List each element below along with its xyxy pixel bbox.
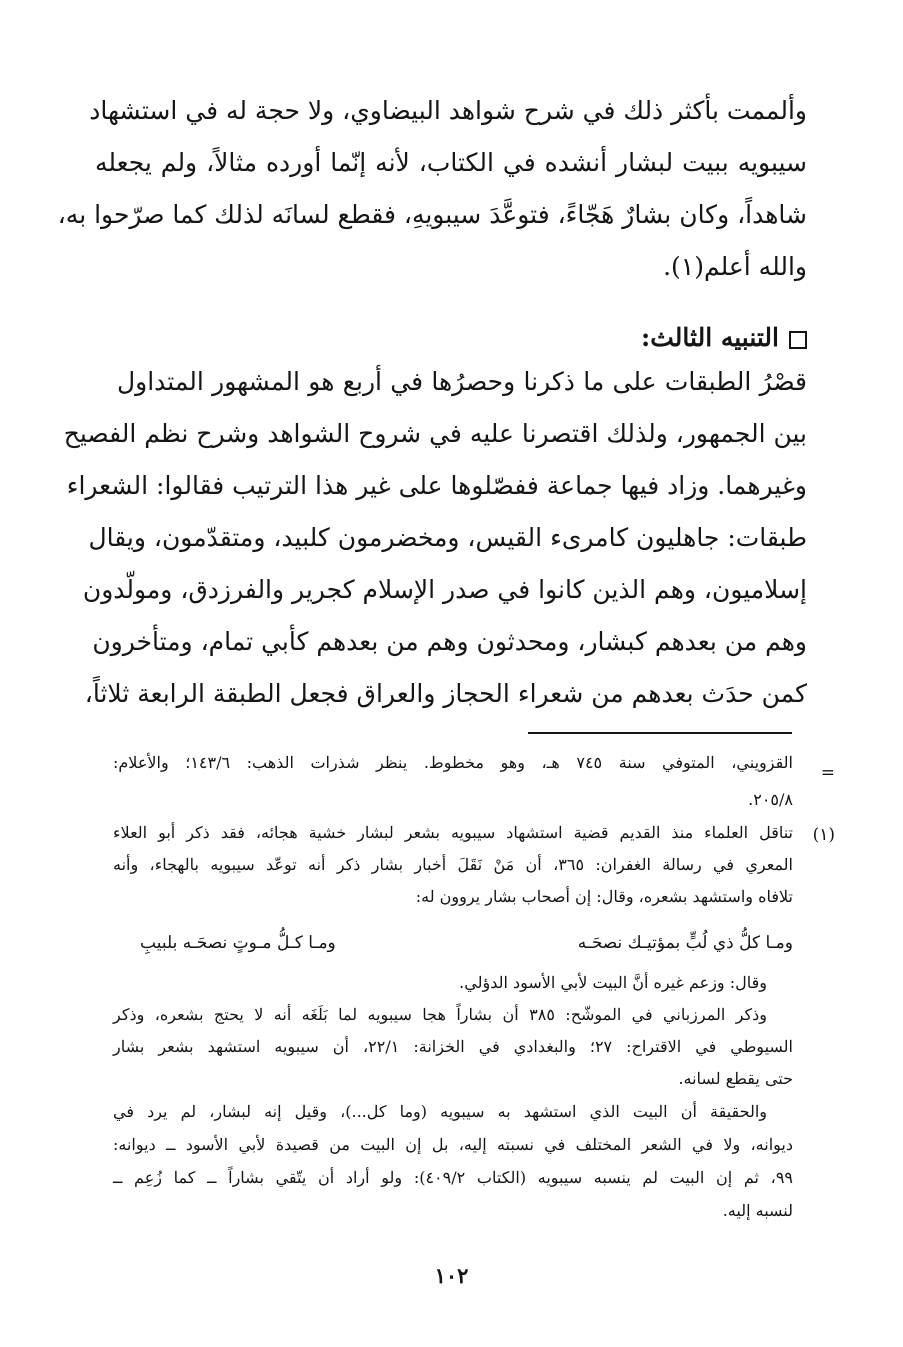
footnote-1-line: لنسبه إليه. xyxy=(722,1201,793,1220)
paragraph-2-line: قصْرُ الطبقات على ما ذكرنا وحصرُها في أربع هو المشهور المتداول xyxy=(117,367,807,396)
square-bullet-icon xyxy=(789,331,807,349)
footnote-1-line: تناقل العلماء منذ القديم قضية استشهاد سيبويه بشعر لبشار خشية هجائه، فقد ذكر أبو العلاء xyxy=(113,823,793,842)
paragraph-2-line: إسلاميون، وهم الذين كانوا في صدر الإسلام كجرير والفرزدق، ومولّدون xyxy=(82,575,807,604)
paragraph-2-line: وغيرهما. وزاد فيها جماعة ففصّلوها على غير هذا الترتيب فقالوا: الشعراء xyxy=(66,471,807,500)
paragraph-1-line: سيبويه ببيت لبشار أنشده في الكتاب، لأنه إنّما أورده مثالاً، ولم يجعله xyxy=(95,148,808,177)
paragraph-2-line: طبقات: جاهليون كامرىء القيس، ومخضرمون كلبيد، ومتقدّمون، ويقال xyxy=(88,523,807,552)
verse-second-hemistich: ومـا كـلُّ مـوتٍ نصحَـه بلبيبِ xyxy=(140,933,336,953)
footnote-1-line: حتى يقطع لسانه. xyxy=(678,1069,793,1088)
footnote-1-line: السيوطي في الاقتراح: ٢٧؛ والبغدادي في الخزانة: ٢٢/١، أن سيبويه استشهد بشعر بشار xyxy=(113,1037,793,1056)
page-number: ١٠٢ xyxy=(434,1263,469,1288)
footnote-1-line: ٩٩، ثم إن البيت لم ينسبه سيبويه (الكتاب ٤٠٩/٢): ولو أراد أن يتّقي بشاراً ــ كما زُعِم ــ xyxy=(113,1168,793,1187)
section-heading xyxy=(641,318,807,358)
paragraph-2-line: بين الجمهور، ولذلك اقتصرنا عليه في شروح الشواهد وشرح نظم الفصيح xyxy=(63,419,807,448)
verse-first-hemistich: ومـا كلُّ ذي لُبٍّ بمؤتيـك نصحَـه xyxy=(577,933,793,953)
footnote-1-line: وذكر المرزباني في الموشّح: ٣٨٥ أن بشاراً هجا سيبويه لما بَلَغَه أنه لا يحتج بشعره، وذكر xyxy=(113,1005,768,1024)
paragraph-1-line: شاهداً، وكان بشارٌ هَجّاءً، فتوعَّدَ سيبويهِ، فقطع لسانَه لذلك كما صرّحوا به، xyxy=(57,200,807,229)
footnote-1-line: ديوانه، ولا في الشعر المختلف في نسبته إليه، بل إن البيت من قصيدة لأبي الأسود ــ ديوانه: xyxy=(113,1135,793,1154)
footnote-1-line: وقال: وزعم غيره أنَّ البيت لأبي الأسود الدؤلي. xyxy=(459,973,767,992)
paragraph-1-line: والله أعلم(١). xyxy=(663,252,807,281)
paragraph-2-line: كمن حدَث بعدهم من شعراء الحجاز والعراق فجعل الطبقة الرابعة ثلاثاً، xyxy=(84,679,807,708)
section-heading-text: التنبيه الثالث: xyxy=(641,323,779,352)
footnote-continuation-marker: = xyxy=(820,763,835,783)
footnote-1-line: المعري في رسالة الغفران: ٣٦٥، أن مَنْ نَقَلَ أخبار بشار ذكر أنه توعّد سيبويه بالهجاء، وأنه xyxy=(113,855,793,874)
footnote-separator xyxy=(528,732,792,734)
footnote-continuation-line: القزويني، المتوفي سنة ٧٤٥ هـ، وهو مخطوط. ينظر شذرات الذهب: ١٤٣/٦؛ والأعلام: xyxy=(113,753,793,772)
paragraph-2-line: وهم من بعدهم كبشار، ومحدثون وهم من بعدهم كأبي تمام، ومتأخرون xyxy=(92,627,807,656)
footnote-1-marker: (١) xyxy=(812,825,835,845)
footnote-continuation-line: ٢٠٥/٨. xyxy=(748,790,793,809)
footnote-1-line: تلافاه واستشهد بشعره، وقال: إن أصحاب بشار يروون له: xyxy=(415,887,793,906)
footnote-1-line: والحقيقة أن البيت الذي استشهد به سيبويه (وما كل...)، وقيل إنه لبشار، لم يرد في xyxy=(113,1102,767,1121)
paragraph-1-line: وألممت بأكثر ذلك في شرح شواهد البيضاوي، ولا حجة له في استشهاد xyxy=(89,96,807,125)
